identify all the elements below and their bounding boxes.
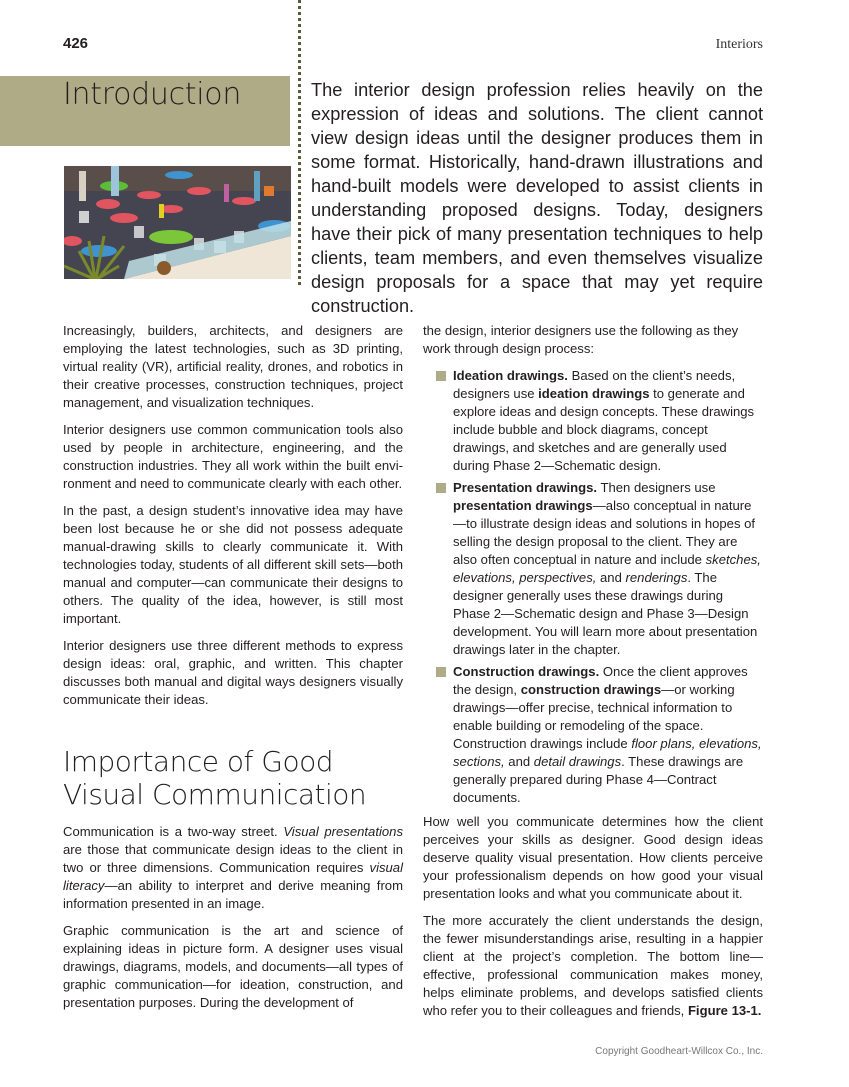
body-paragraph: Interior designers use three different methods to express design ideas: oral, graphic, and written. This chapter discusses both manual and digital ways designers visually communicate their ideas. bbox=[63, 638, 403, 707]
body-paragraph: Communication is a two-way street. Visual presentations are those that communicate design ideas to the client in two or three dimensions. Communication requires visual literacy—an ability to interpret and derive meaning from information presented in an image. bbox=[63, 824, 403, 911]
copyright-footer: Copyright Goodheart-Willcox Co., Inc. bbox=[595, 1046, 763, 1057]
square-bullet-icon bbox=[436, 483, 446, 493]
body-paragraph: Increasingly, builders, architects, and designers are employing the latest technologies, such as 3D printing, virtual reality (VR), artificial reality, drones, and robotics in their creative processes, construction techniques, project management, and visualization techniques. bbox=[63, 323, 403, 410]
hero-image bbox=[64, 166, 291, 279]
list-item-construction: Construction drawings. Once the client approves the design, construction drawings—or working drawings—offer precise, technical information to enable building or remodeling of the space. Construction drawings include floor plans, elevations, sections, and detail drawings. These drawings are generally prepared during Phase 4—Contract documents. bbox=[423, 663, 763, 807]
left-column bbox=[63, 322, 403, 1021]
lead-paragraph: The interior design profession relies heavily on the expression of ideas and solutions. The client cannot view design ideas until the designer produces them in some format. Historically, hand-drawn illustrations and hand-built models were developed to assist clients in understanding proposed designs. Today, designers have their pick of many presentation techniques to help clients, team members, and even themselves visualize design proposals for a space that may yet require construction. bbox=[311, 80, 763, 316]
food-court-illustration bbox=[64, 166, 291, 279]
figure-reference[interactable]: Figure 13-1. bbox=[687, 1003, 762, 1018]
body-paragraph: The more accurately the client understands the design, the fewer misunderstandings arise, resulting in a happier client at the project’s completion. The bottom line—effective, professional communication makes money, helps eliminate problems, and develops satisfied clients who refer you to their colleagues and friends, Figure 13-1. bbox=[423, 913, 763, 1018]
term-visual-literacy: visual literacy bbox=[63, 860, 403, 893]
dotted-divider bbox=[298, 0, 301, 285]
list-item-ideation: Ideation drawings. Based on the client’s needs, designers use ideation drawings to generate and explore ideas and design concepts. These drawings include bubble and block diagrams, concept drawings, and sketches and are generally used during Phase 2—Schematic design. bbox=[423, 367, 763, 475]
intro-title: Introduction bbox=[63, 77, 242, 112]
body-paragraph: How well you communicate determines how the client perceives your skills as designer. Good design ideas deserve quality visual presentation. How clients perceive your professionalism depends on how good your visual presentation looks and what you communicate about it. bbox=[423, 814, 763, 901]
drawing-types-list bbox=[423, 367, 763, 807]
body-paragraph: Graphic communication is the art and science of explaining ideas in picture form. A designer uses visual drawings, diagrams, models, and documents—all types of graphic communication—for ideation, construction, and presentation purposes. During the development of bbox=[63, 923, 403, 1010]
term-visual-presentations: Visual presentations bbox=[283, 824, 403, 839]
body-paragraph: In the past, a design student’s innovative idea may have been lost because he or she did not possess adequate manual-drawing skills to clearly communicate it. With technologies today, students of all different skill sets—both manual and computer—can communicate their designs to others. The quality of the idea, however, is still most important. bbox=[63, 503, 403, 626]
square-bullet-icon bbox=[436, 667, 446, 677]
section-heading: Importance of Good Visual Communication bbox=[63, 745, 367, 811]
page-number: 426 bbox=[63, 35, 89, 52]
square-bullet-icon bbox=[436, 371, 446, 381]
list-item-presentation: Presentation drawings. Then designers use presentation drawings—also conceptual in nature—to illustrate design ideas and solutions in hopes of selling the design proposal to the client. They are also often conceptual in nature and include sketches, elevations, perspectives, and renderings. The designer generally uses these drawings during Phase 2—Schematic design and Phase 3—Design development. You will learn more about presentation drawings later in the chapter. bbox=[423, 479, 763, 659]
running-head: Interiors bbox=[715, 37, 763, 52]
right-column bbox=[423, 322, 763, 1029]
body-paragraph: the design, interior designers use the following as they work through design process: bbox=[423, 323, 739, 356]
body-paragraph: Interior designers use common communication tools also used by people in architecture, engineering, and the construction industries. They all work within the built environment and need to communicate clearly with each other. bbox=[63, 422, 403, 491]
